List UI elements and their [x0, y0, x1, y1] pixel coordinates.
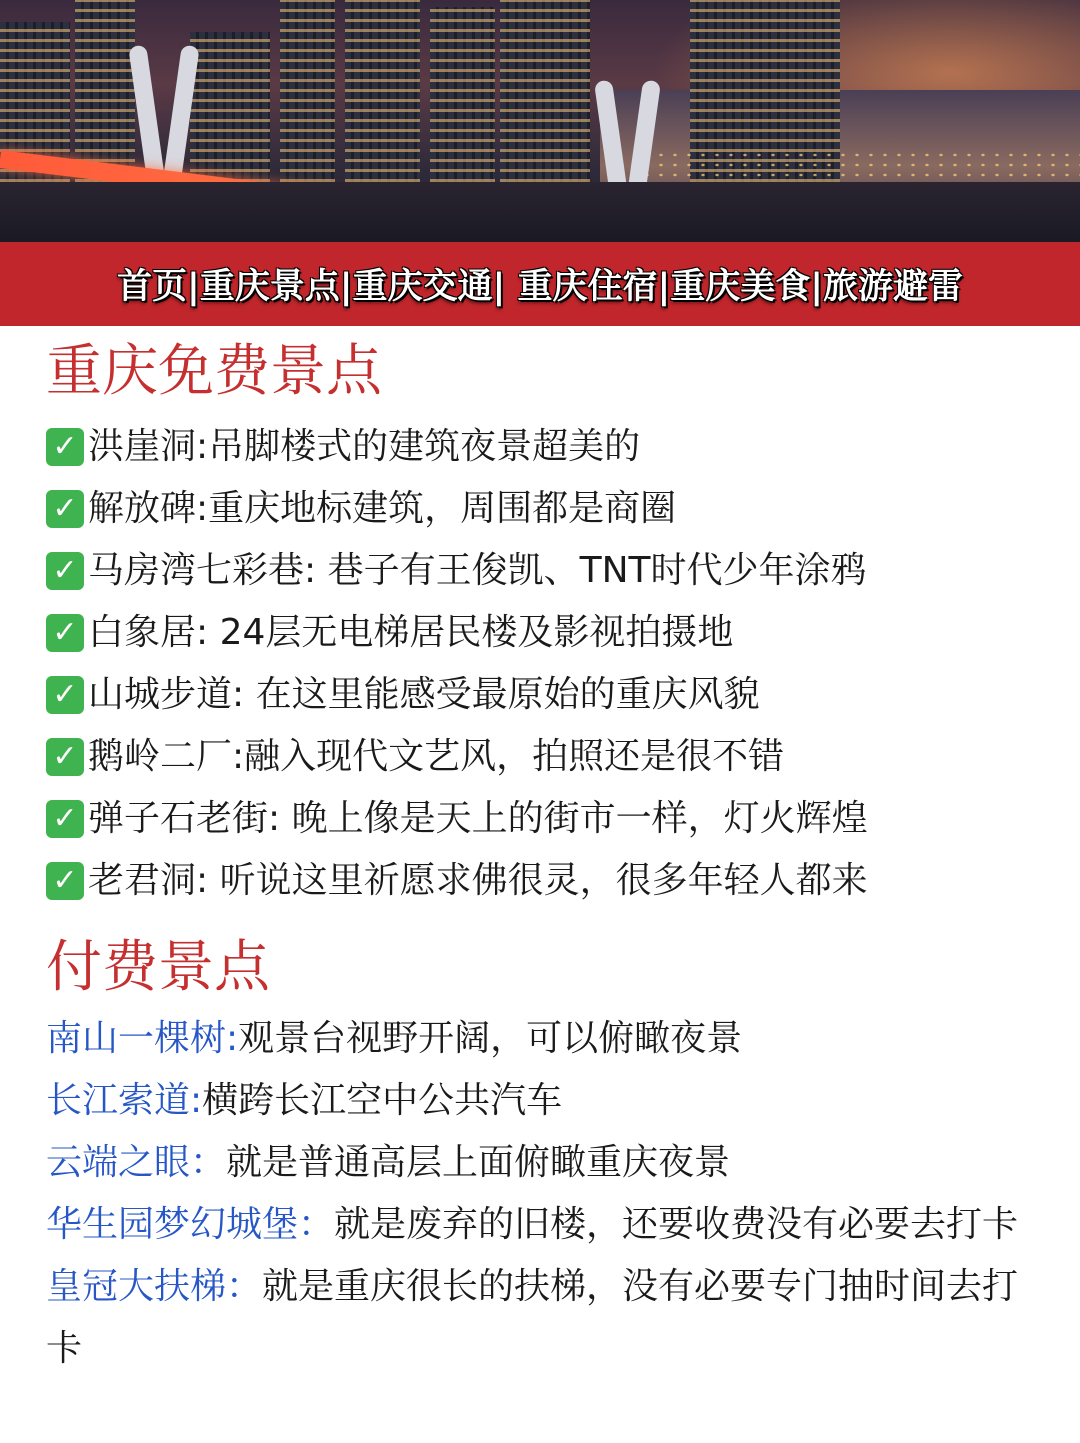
building [430, 7, 495, 182]
place-name: 南山一棵树: [46, 1018, 239, 1059]
place-description: 就是重庆很长的扶梯，没有必要专门抽时间去打卡 [46, 1266, 1019, 1369]
list-item-text: 老君洞: 听说这里祈愿求佛很灵，很多年轻人都来 [88, 860, 868, 901]
list-item [46, 1256, 1036, 1380]
check-mark-icon: ✓ [46, 552, 84, 590]
list-item [46, 540, 1036, 602]
free-section-title: 重庆免费景点 [46, 339, 382, 404]
list-item [46, 1194, 1036, 1256]
list-item-text: 白象居: 24层无电梯居民楼及影视拍摄地 [88, 612, 734, 653]
list-item-text: 弹子石老街: 晚上像是天上的街市一样，灯火辉煌 [88, 798, 868, 839]
place-description: 观景台视野开阔，可以俯瞰夜景 [238, 1018, 743, 1059]
list-item-text: 洪崖洞:吊脚楼式的建筑夜景超美的 [88, 426, 641, 467]
check-mark-icon: ✓ [46, 862, 84, 900]
list-item-text: 解放碑:重庆地标建筑，周围都是商圈 [88, 488, 677, 529]
building [345, 0, 420, 182]
list-item [46, 416, 1036, 478]
building [190, 32, 270, 182]
place-name: 云端之眼： [46, 1142, 227, 1183]
paid-section-title: 付费景点 [46, 935, 270, 1000]
list-item [46, 788, 1036, 850]
list-item [46, 478, 1036, 540]
list-item [46, 1132, 1036, 1194]
check-mark-icon: ✓ [46, 738, 84, 776]
check-mark-icon: ✓ [46, 428, 84, 466]
free-attractions-list [46, 416, 1036, 912]
building [75, 0, 135, 182]
paid-attractions-list [46, 1008, 1036, 1380]
place-description: 横跨长江空中公共汽车 [202, 1080, 563, 1121]
nav-banner [0, 242, 1080, 326]
check-mark-icon: ✓ [46, 614, 84, 652]
shoreline [0, 182, 1080, 242]
list-item [46, 1008, 1036, 1070]
building [280, 0, 335, 182]
place-name: 皇冠大扶梯： [46, 1266, 263, 1307]
content [0, 326, 1080, 1380]
list-item-text: 鹅岭二厂:融入现代文艺风，拍照还是很不错 [88, 736, 785, 777]
nav-text: 首页|重庆景点|重庆交通| 重庆住宿|重庆美食|旅游避雷 [116, 267, 964, 307]
hero-cityscape-photo [0, 0, 1080, 242]
check-mark-icon: ✓ [46, 800, 84, 838]
place-description: 就是废弃的旧楼，还要收费没有必要去打卡 [334, 1204, 1019, 1245]
list-item-text: 马房湾七彩巷: 巷子有王俊凯、TNT时代少年涂鸦 [88, 550, 867, 591]
list-item [46, 850, 1036, 912]
place-name: 华生园梦幻城堡： [46, 1204, 335, 1245]
list-item [46, 726, 1036, 788]
list-item [46, 602, 1036, 664]
place-description: 就是普通高层上面俯瞰重庆夜景 [226, 1142, 731, 1183]
place-name: 长江索道: [46, 1080, 203, 1121]
list-item-text: 山城步道: 在这里能感受最原始的重庆风貌 [88, 674, 760, 715]
check-mark-icon: ✓ [46, 490, 84, 528]
check-mark-icon: ✓ [46, 676, 84, 714]
list-item [46, 664, 1036, 726]
list-item [46, 1070, 1036, 1132]
building [500, 0, 590, 182]
